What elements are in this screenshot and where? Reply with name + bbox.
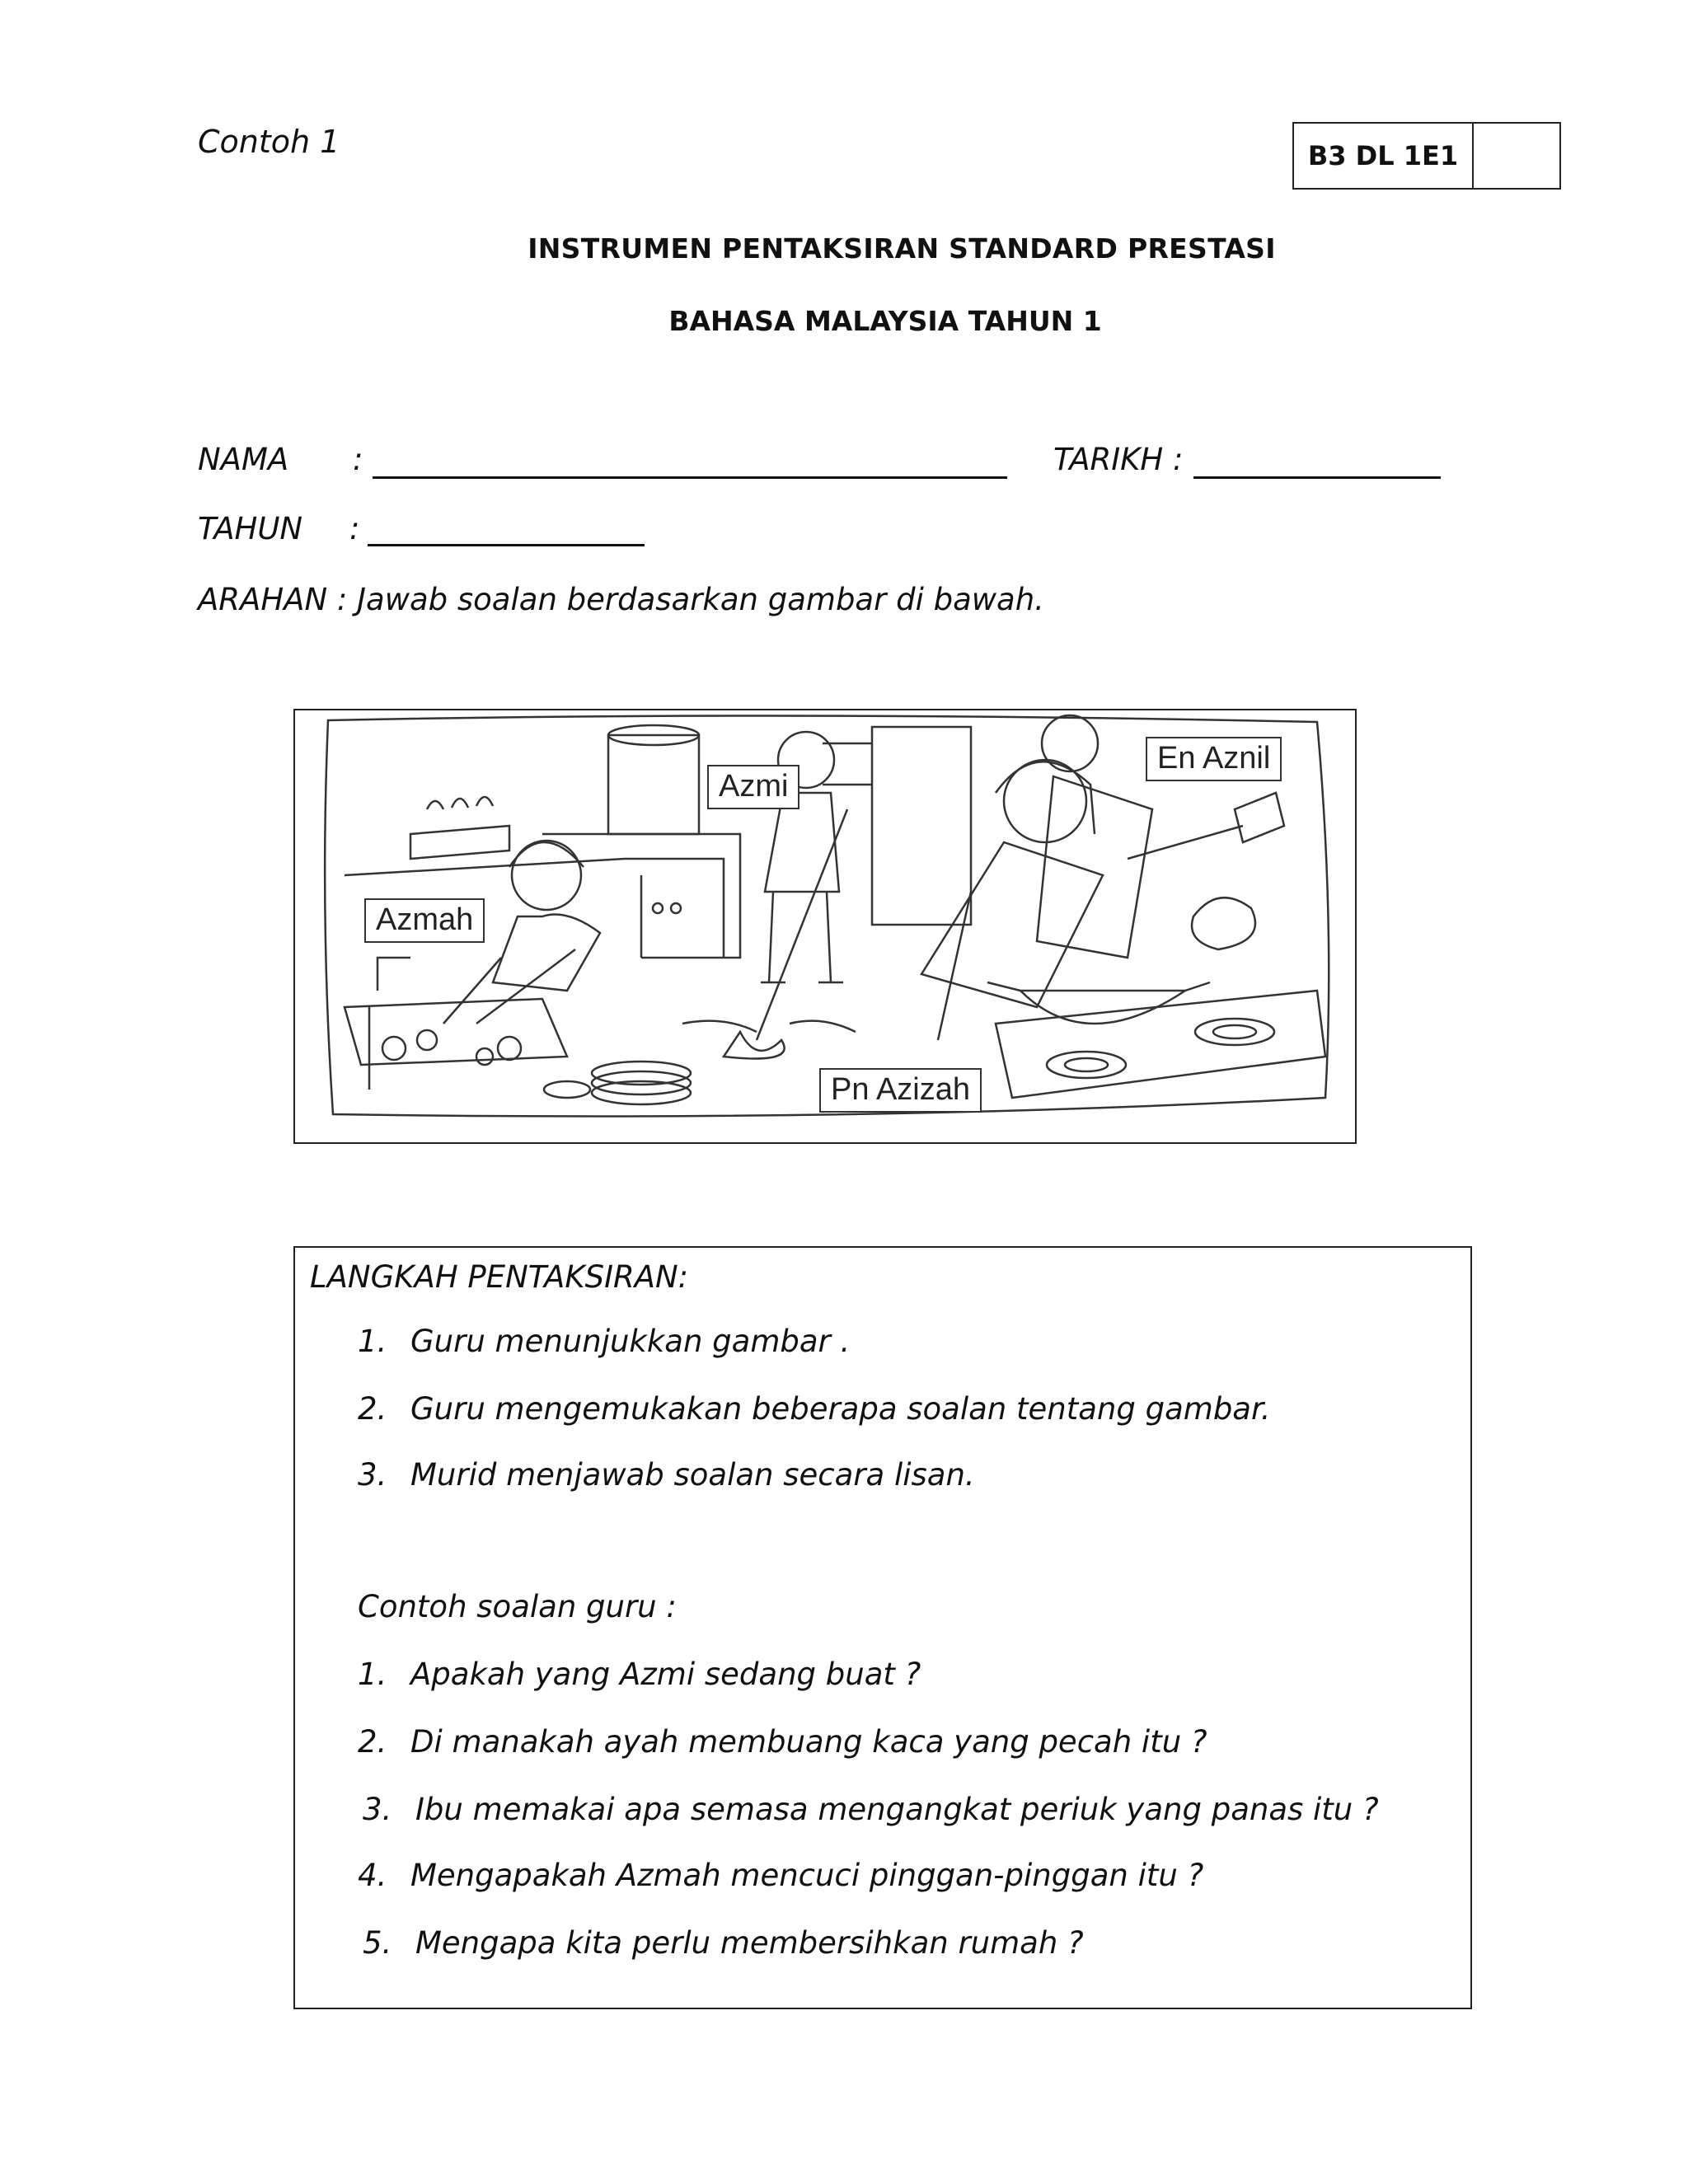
question-item bbox=[358, 1724, 1207, 1760]
kitchen-illustration bbox=[293, 709, 1357, 1144]
code-box bbox=[1292, 122, 1561, 190]
question-text: Di manakah ayah membuang kaca yang pecah itu ? bbox=[410, 1724, 1207, 1760]
step-number: 2. bbox=[358, 1391, 387, 1427]
step-item bbox=[358, 1391, 1271, 1427]
tahun-label: TAHUN bbox=[198, 511, 303, 546]
question-text: Apakah yang Azmi sedang buat ? bbox=[410, 1657, 921, 1692]
step-number: 1. bbox=[358, 1324, 387, 1359]
tarikh-label: TARIKH : bbox=[1053, 442, 1184, 477]
step-item bbox=[358, 1457, 975, 1493]
step-text: Guru menunjukkan gambar . bbox=[410, 1324, 851, 1359]
question-number: 1. bbox=[358, 1657, 387, 1692]
step-text: Murid menjawab soalan secara lisan. bbox=[410, 1457, 975, 1493]
assessment-code: B3 DL 1E1 bbox=[1294, 124, 1474, 188]
tahun-field[interactable] bbox=[368, 544, 645, 546]
step-text: Guru mengemukakan beberapa soalan tentang gambar. bbox=[410, 1391, 1271, 1427]
label-azmi: Azmi bbox=[707, 765, 799, 809]
question-number: 4. bbox=[358, 1858, 387, 1893]
nama-colon: : bbox=[353, 442, 363, 477]
question-item bbox=[358, 1657, 921, 1692]
question-number: 5. bbox=[363, 1925, 392, 1961]
tahun-colon: : bbox=[349, 511, 360, 546]
question-item bbox=[363, 1925, 1084, 1961]
page-subtitle: BAHASA MALAYSIA TAHUN 1 bbox=[668, 305, 1102, 337]
label-pn-azizah: Pn Azizah bbox=[819, 1068, 982, 1113]
assessment-steps-box bbox=[293, 1246, 1472, 2009]
question-number: 3. bbox=[363, 1792, 392, 1827]
nama-field[interactable] bbox=[373, 476, 1007, 479]
example-label: Contoh 1 bbox=[198, 124, 340, 160]
question-text: Mengapa kita perlu membersihkan rumah ? bbox=[415, 1925, 1084, 1961]
label-azmah: Azmah bbox=[364, 898, 485, 943]
question-text: Ibu memakai apa semasa mengangkat periuk yang panas itu ? bbox=[415, 1792, 1379, 1827]
score-cell[interactable] bbox=[1474, 124, 1559, 188]
label-en-aznil: En Aznil bbox=[1146, 737, 1282, 781]
step-number: 3. bbox=[358, 1457, 387, 1493]
question-item bbox=[363, 1792, 1379, 1827]
nama-label: NAMA bbox=[198, 442, 289, 477]
arahan-instruction: ARAHAN : Jawab soalan berdasarkan gambar di bawah. bbox=[198, 582, 1044, 617]
question-text: Mengapakah Azmah mencuci pinggan-pinggan itu ? bbox=[410, 1858, 1204, 1893]
page-title: INSTRUMEN PENTAKSIRAN STANDARD PRESTASI bbox=[528, 232, 1276, 265]
questions-heading: Contoh soalan guru : bbox=[358, 1589, 677, 1624]
step-item bbox=[358, 1324, 850, 1359]
question-item bbox=[358, 1858, 1203, 1893]
question-number: 2. bbox=[358, 1724, 387, 1760]
tarikh-field[interactable] bbox=[1193, 476, 1441, 479]
assessment-heading: LANGKAH PENTAKSIRAN: bbox=[310, 1259, 689, 1295]
